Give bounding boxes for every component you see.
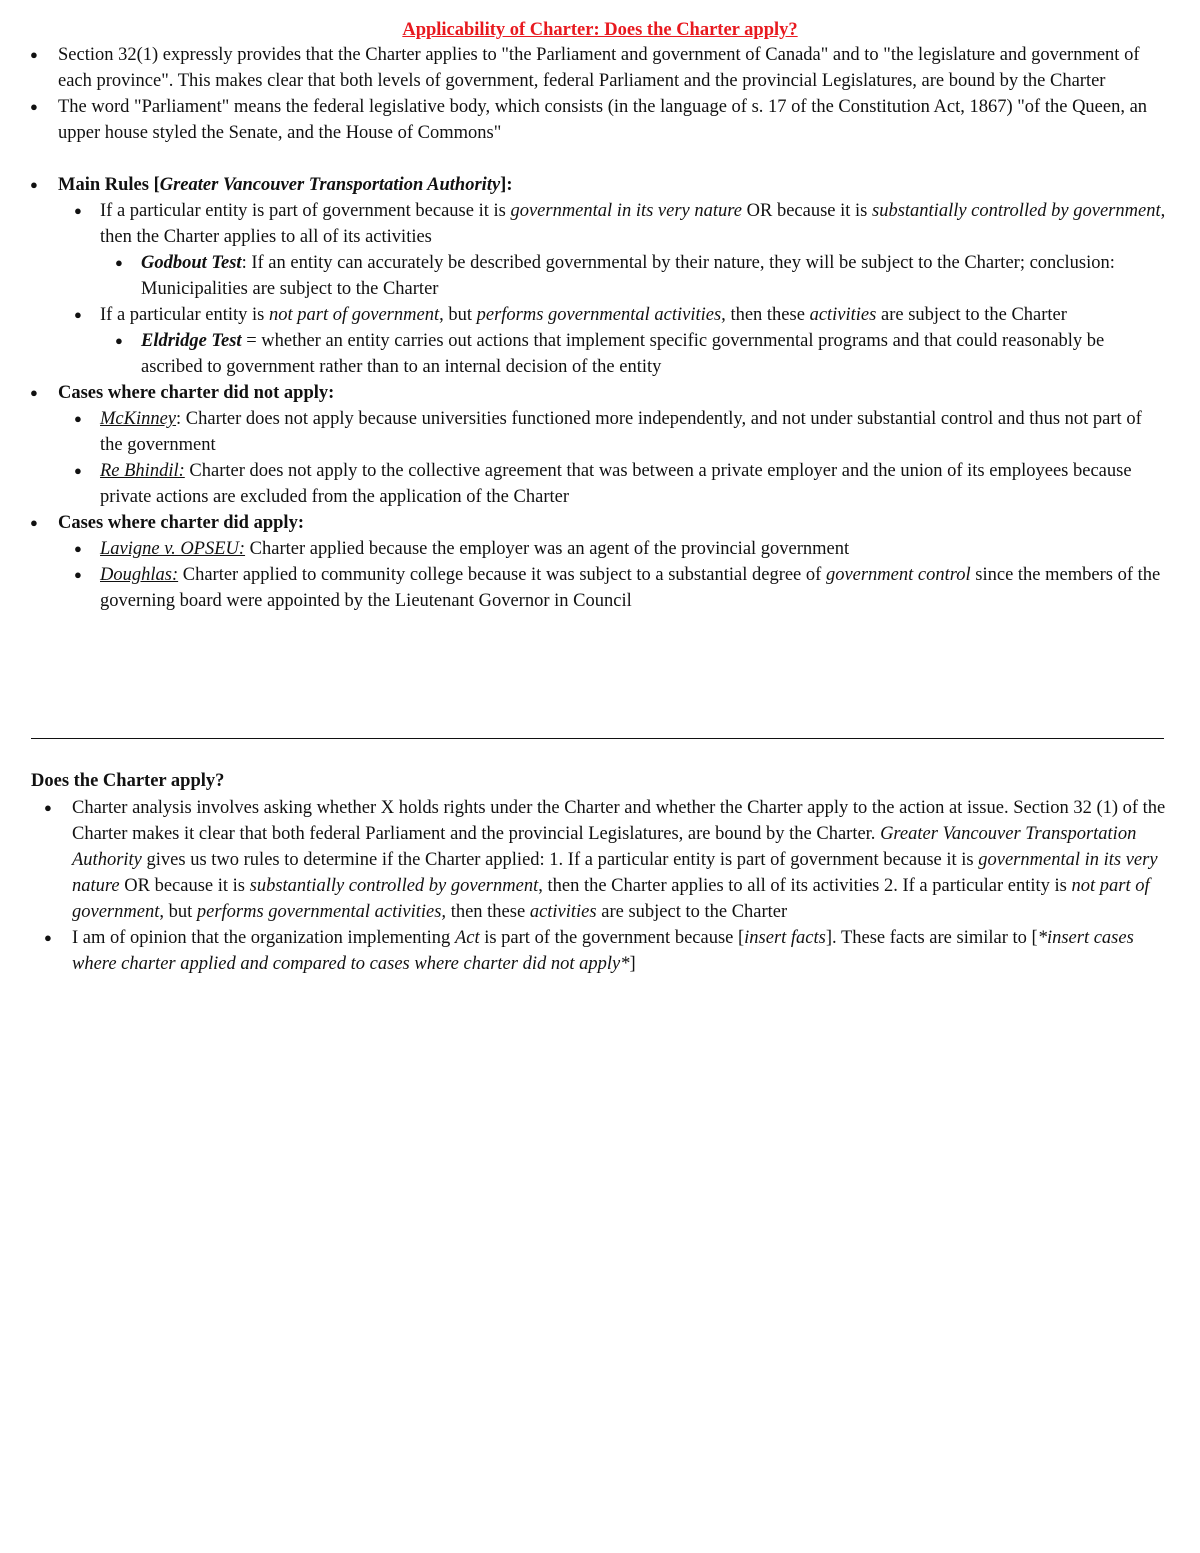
bullet-icon: ●	[30, 99, 38, 114]
section-heading: Does the Charter apply?	[31, 771, 225, 791]
not-apply-heading: Cases where charter did not apply:	[58, 383, 335, 403]
re-bhindil-case-text: Re Bhindil: Charter does not apply to the collective agreement that was between a private employer and the union of its employees because private actions are excluded from the application of the Charter	[100, 461, 1132, 507]
not-apply-cases-list	[74, 406, 1168, 510]
parliament-definition-text: The word "Parliament" means the federal legislative body, which consists (in the language of s. 17 of the Constitution Act, 1867) "of the Queen, an upper house styled the Senate, and the House of Commons"	[58, 97, 1148, 143]
list-item	[30, 380, 1168, 510]
doughlas-case-text: Doughlas: Charter applied to community college because it was subject to a substantial degree of government control since the members of the governing board were appointed by the Lieutenant Governor in Council	[100, 565, 1161, 611]
bullet-icon: ●	[30, 47, 38, 62]
rule-one-text: If a particular entity is part of government because it is governmental in its very nature OR because it is substantially controlled by government, then the Charter applies to all of its activities	[100, 201, 1166, 247]
bullet-icon: ●	[115, 255, 123, 270]
horizontal-divider	[31, 738, 1164, 739]
bullet-icon: ●	[74, 463, 82, 478]
list-item	[30, 510, 1168, 614]
did-apply-heading: Cases where charter did apply:	[58, 513, 304, 533]
rule-one-tests	[115, 250, 1168, 302]
bullet-icon: ●	[30, 515, 38, 530]
list-item	[44, 795, 1168, 925]
bullet-icon: ●	[74, 307, 82, 322]
charter-analysis-list	[44, 795, 1168, 977]
charter-analysis-text: Charter analysis involves asking whether X holds rights under the Charter and whether the Charter apply to the action at issue. Section 32 (1) of the Charter makes it clear that both federal Parliament and the provincial Legislatures, are bound by the Charter. Greater Vancouver Transportation Authority gives us two rules to determine if the Charter applied: 1. If a particular entity is part of government because it is governmental in its very nature OR because it is substantially controlled by government, then the Charter applies to all of its activities 2. If a particular entity is not part of government, but performs governmental activities, then these activities are subject to the Charter	[72, 798, 1166, 922]
godbout-test-text: Godbout Test: If an entity can accurately be described governmental by their nature, they will be subject to the Charter; conclusion: Municipalities are subject to the Charter	[141, 253, 1115, 299]
bullet-icon: ●	[30, 385, 38, 400]
list-item	[115, 328, 1168, 380]
list-item	[74, 536, 1168, 562]
list-item	[74, 458, 1168, 510]
list-item	[30, 94, 1168, 146]
rule-two-text: If a particular entity is not part of government, but performs governmental activities, then these activities are subject to the Charter	[100, 305, 1067, 325]
main-rules-list	[74, 198, 1168, 380]
section-32-text: Section 32(1) expressly provides that the Charter applies to "the Parliament and government of Canada" and to "the legislature and government of each province". This makes clear that both levels of government, federal Parliament and the provincial Legislatures, are bound by the Charter	[58, 45, 1140, 91]
did-apply-cases-list	[74, 536, 1168, 614]
list-item	[115, 250, 1168, 302]
bullet-icon: ●	[74, 567, 82, 582]
eldridge-test-text: Eldridge Test = whether an entity carries out actions that implement specific governmental programs and that could reasonably be ascribed to government rather than to an internal decision of the entity	[141, 331, 1105, 377]
list-item	[44, 925, 1168, 977]
bullet-icon: ●	[44, 800, 52, 815]
list-item	[74, 406, 1168, 458]
list-item	[30, 42, 1168, 94]
list-item	[74, 198, 1168, 302]
list-item	[74, 562, 1168, 614]
bullet-icon: ●	[30, 177, 38, 192]
charter-applicability-list	[30, 42, 1168, 614]
mckinney-case-text: McKinney: Charter does not apply because universities functioned more independently, and not under substantial control and thus not part of the government	[100, 409, 1142, 455]
spacer	[58, 146, 1168, 172]
bullet-icon: ●	[44, 930, 52, 945]
list-item	[74, 302, 1168, 380]
rule-two-tests	[115, 328, 1168, 380]
opinion-template-text: I am of opinion that the organization implementing Act is part of the government because [insert facts]. These facts are similar to [*insert cases where charter applied and compared to cases where charter did not apply*]	[72, 928, 1134, 974]
bullet-icon: ●	[74, 411, 82, 426]
page-title: Applicability of Charter: Does the Charter apply?	[402, 20, 798, 40]
list-item	[30, 172, 1168, 380]
lavigne-case-text: Lavigne v. OPSEU: Charter applied because the employer was an agent of the provincial government	[100, 539, 850, 559]
bullet-icon: ●	[74, 541, 82, 556]
bullet-icon: ●	[74, 203, 82, 218]
bullet-icon: ●	[115, 333, 123, 348]
main-rules-heading: Main Rules [Greater Vancouver Transportation Authority]:	[58, 175, 513, 195]
